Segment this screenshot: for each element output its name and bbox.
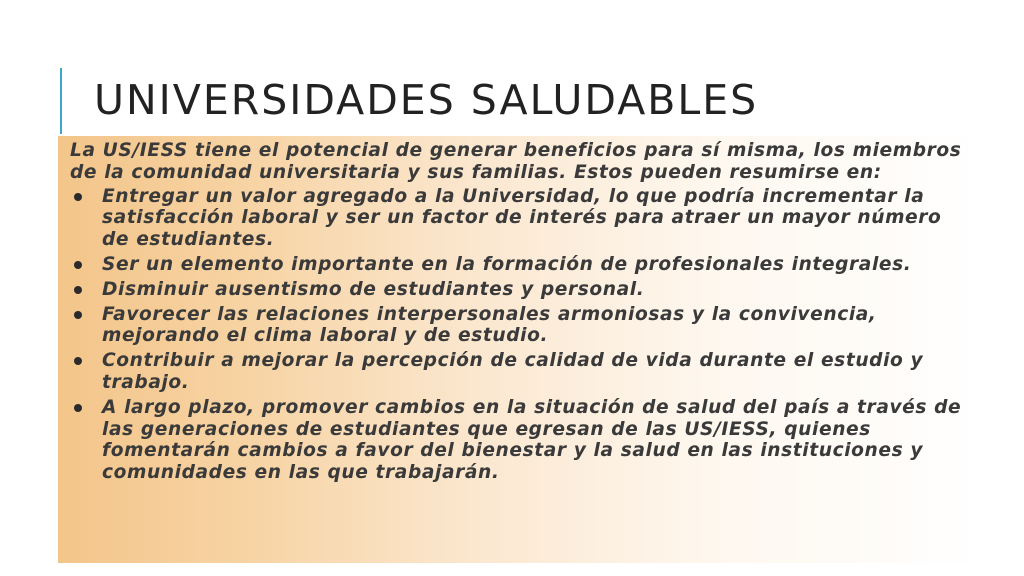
list-item-text: Contribuir a mejorar la percepción de calidad de vida durante el estudio y trabajo.	[102, 350, 924, 393]
bullet-icon	[74, 261, 82, 269]
title-accent-bar	[60, 68, 62, 134]
content-image	[58, 136, 985, 563]
bullet-icon	[74, 357, 82, 365]
list-item-text: Ser un elemento importante en la formación de profesionales integrales.	[102, 253, 912, 275]
bullet-icon	[74, 193, 82, 201]
list-item	[70, 186, 975, 251]
list-item	[70, 397, 975, 484]
benefits-list	[70, 186, 975, 484]
list-item-text: Disminuir ausentismo de estudiantes y personal.	[102, 278, 645, 300]
list-item	[70, 350, 975, 394]
list-item	[70, 254, 975, 276]
slide-title: UNIVERSIDADES SALUDABLES	[94, 76, 759, 124]
bullet-icon	[74, 404, 82, 412]
bullet-icon	[74, 311, 82, 319]
list-item-text: Entregar un valor agregado a la Universidad, lo que podría incrementar la satisfacción laboral y ser un factor de interés para atraer un mayor número de estudiantes.	[102, 185, 942, 251]
bullet-icon	[74, 286, 82, 294]
list-item	[70, 304, 975, 348]
intro-paragraph: La US/IESS tiene el potencial de generar beneficios para sí misma, los miembros de la comunidad universitaria y sus familias. Estos pueden resumirse en:	[70, 140, 962, 183]
list-item	[70, 279, 975, 301]
list-item-text: Favorecer las relaciones interpersonales armoniosas y la convivencia, mejorando el clima laboral y de estudio.	[102, 303, 877, 347]
list-item-text: A largo plazo, promover cambios en la situación de salud del país a través de las generaciones de estudiantes que egresan de las US/IESS, quienes fomentarán cambios a favor del bienestar y la salud en las instituciones y comunidades en las que trabajarán.	[102, 396, 962, 484]
